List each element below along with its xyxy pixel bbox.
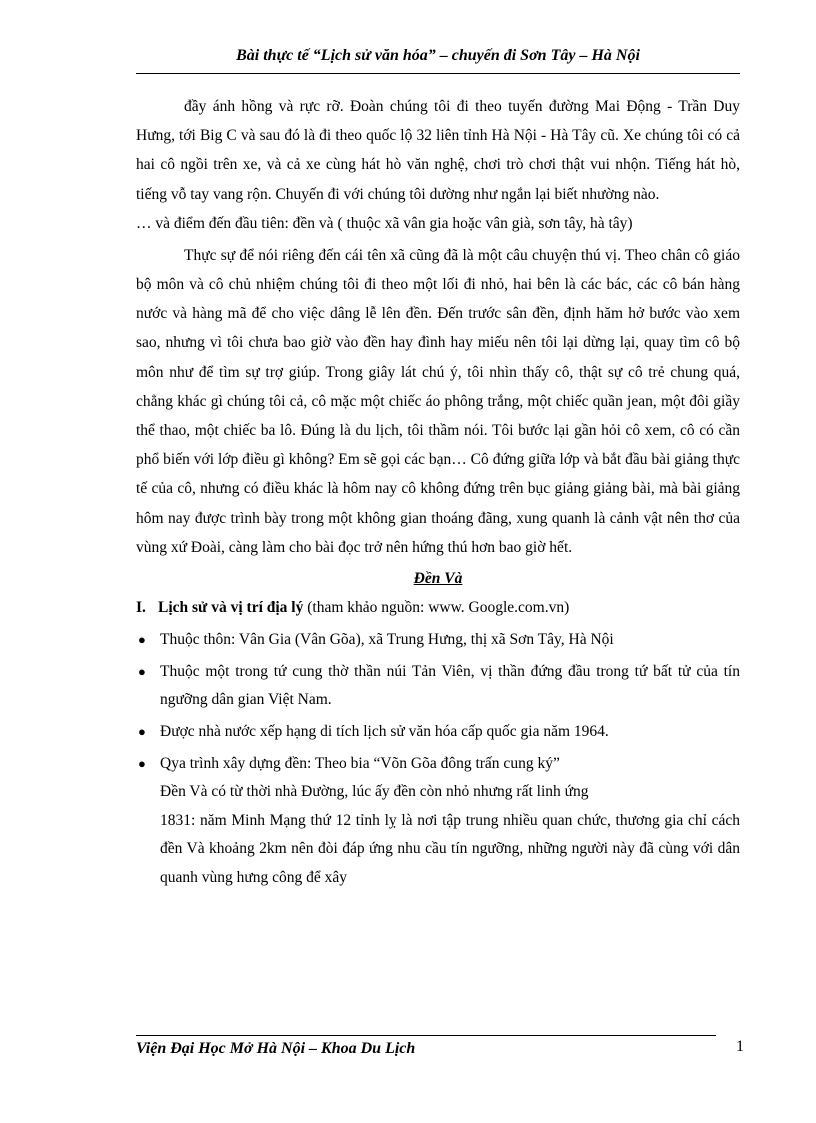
footer-institution: Viện Đại Học Mở Hà Nội – Khoa Du Lịch	[136, 1040, 416, 1057]
section-heading-bold: Lịch sử và vị trí địa lý	[158, 599, 304, 617]
list-item-text: Thuộc thôn: Vân Gia (Vân Gõa), xã Trung Hưng, thị xã Sơn Tây, Hà Nội	[160, 631, 614, 649]
footer-divider	[136, 1035, 716, 1036]
list-item	[136, 658, 740, 714]
list-item	[136, 750, 740, 778]
paragraph-1: đầy ánh hồng và rực rỡ. Đoàn chúng tôi đi theo tuyến đường Mai Động - Trần Duy Hưng, tới Big C và sau đó là đi theo quốc lộ 32 liên tỉnh Hà Nội - Hà Tây cũ. Xe chúng tôi có cả hai cô ngồi trên xe, và cả xe cùng hát hò văn nghệ, chơi trò chơi thật vui nhộn. Tiếng hát hò, tiếng vỗ tay vang rộn. Chuyến đi với chúng tôi dường như ngắn lại biết nhường nào.	[136, 98, 740, 203]
page-header-title: Bài thực tế “Lịch sử văn hóa” – chuyến đi Sơn Tây – Hà Nội	[236, 47, 640, 64]
paragraph-2: Thực sự để nói riêng đến cái tên xã cũng đã là một câu chuyện thú vị. Theo chân cô giáo bộ môn và cô chủ nhiệm chúng tôi đi theo một lối đi nhỏ, hai bên là các bác, các cô bán hàng nước và hàng mã để cho việc dâng lễ lên đền. Đến trước sân đền, định hăm hở bước vào xem sao, nhưng vì tôi chưa bao giờ vào đền hay đình hay miếu nên tôi lại dừng lại, quay tìm cô bộ môn như để tìm sự trợ giúp. Trong giây lát chú ý, tôi nhìn thấy cô, thật sự cô trẻ chung quá, chẳng khác gì chúng tôi cả, cô mặc một chiếc áo phông trắng, một chiếc quần jean, một đôi giầy thể thao, một chiếc ba lô. Đúng là du lịch, tôi thầm nói. Tôi bước lại gần hỏi cô xem, cô có cần phổ biến với lớp điều gì không? Em sẽ gọi các bạn… Cô đứng giữa lớp và bắt đầu bài giảng thực tế của cô, nhưng có điều khác là hôm nay cô không đứng trên bục giảng giảng bài, mà bài giảng hôm nay được trình bày trong một không gian thoáng đãng, xung quanh là cảnh vật nên thơ của vùng xứ Đoài, càng làm cho bài đọc trở nên hứng thú hơn bao giờ hết.	[136, 246, 740, 556]
section-heading-text	[158, 594, 569, 622]
list-item-text: Được nhà nước xếp hạng di tích lịch sử văn hóa cấp quốc gia năm 1964.	[160, 723, 609, 741]
history-note-2: 1831: năm Minh Mạng thứ 12 tỉnh lỵ là nơi tập trung nhiều quan chức, thương gia chỉ cách đền Và khoảng 2km nên đòi đáp ứng nhu cầu tín ngưỡng, những người này đã cùng với dân quanh vùng hưng công để xây	[160, 811, 740, 886]
list-item-text: Qya trình xây dựng đền: Theo bia “Võn Gõa đông trấn cung ký”	[160, 755, 560, 773]
document-body	[136, 92, 740, 892]
bullet-icon: ●	[138, 756, 146, 772]
section-heading-1	[136, 594, 740, 622]
bullet-icon: ●	[138, 664, 146, 680]
section-heading-source: (tham khảo nguồn: www. Google.com.vn)	[303, 599, 570, 617]
first-destination-line: … và điểm đến đầu tiên: đền và ( thuộc xã vân gia hoặc vân già, sơn tây, hà tây)	[136, 214, 633, 232]
bullet-list	[136, 626, 740, 778]
bullet-icon: ●	[138, 632, 146, 648]
section-title: Đền Và	[413, 570, 463, 588]
list-item	[136, 718, 740, 746]
list-item-text: Thuộc một trong tứ cung thờ thần núi Tản Viên, vị thần đứng đầu trong tứ bất tử của tín ngưỡng dân gian Việt Nam.	[160, 663, 740, 709]
header-divider	[136, 73, 740, 74]
bullet-icon: ●	[138, 724, 146, 740]
page-number: 1	[736, 1038, 744, 1055]
list-item	[136, 626, 740, 654]
roman-numeral: I.	[136, 599, 146, 617]
history-note-1: Đền Và có từ thời nhà Đường, lúc ấy đền còn nhỏ nhưng rất linh ứng	[160, 783, 589, 801]
